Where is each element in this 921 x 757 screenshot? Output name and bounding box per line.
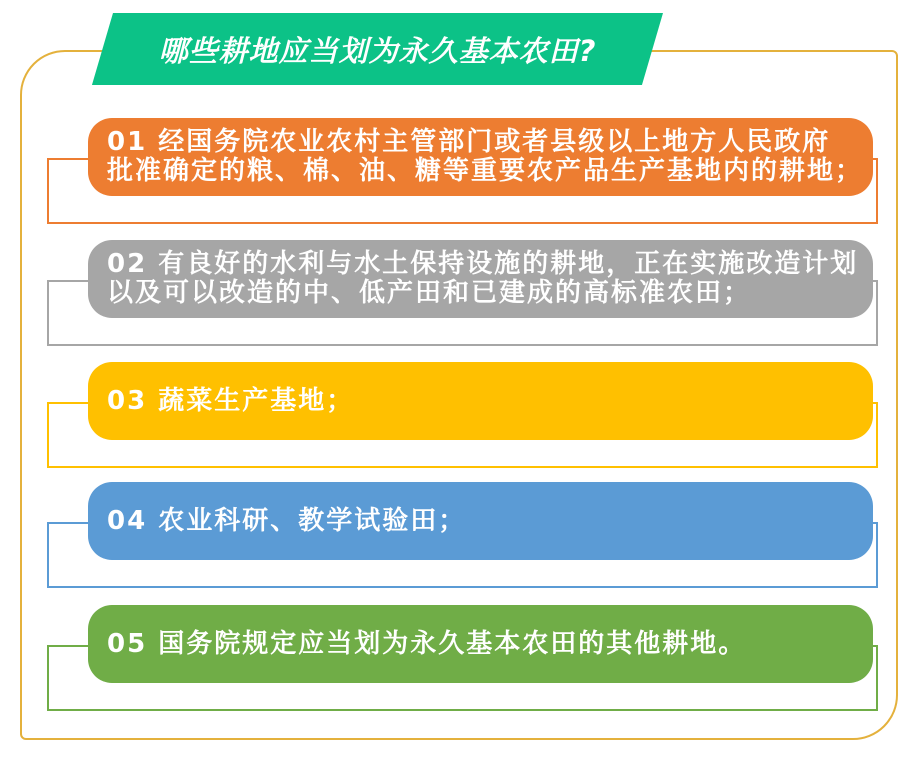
item-03-text-line-1: 03 蔬菜生产基地； <box>107 385 355 416</box>
item-05-text-line-1: 05 国务院规定应当划为永久基本农田的其他耕地。 <box>107 628 747 659</box>
outer-frame-border <box>20 50 898 740</box>
item-01-text-line-2: 批准确定的粮、棉、油、糖等重要农产品生产基地内的耕地； <box>107 156 864 186</box>
item-02-text-line-1: 02 有良好的水利与水土保持设施的耕地，正在实施改造计划 <box>107 249 859 279</box>
title-banner <box>92 13 663 85</box>
item-04-text-line-1: 04 农业科研、教学试验田； <box>107 505 467 536</box>
page-title: 哪些耕地应当划为永久基本农田? <box>158 33 597 68</box>
item-01-text-line-1: 01 经国务院农业农村主管部门或者县级以上地方人民政府 <box>107 127 831 157</box>
item-02-text-line-2: 以及可以改造的中、低产田和已建成的高标准农田； <box>107 278 752 308</box>
